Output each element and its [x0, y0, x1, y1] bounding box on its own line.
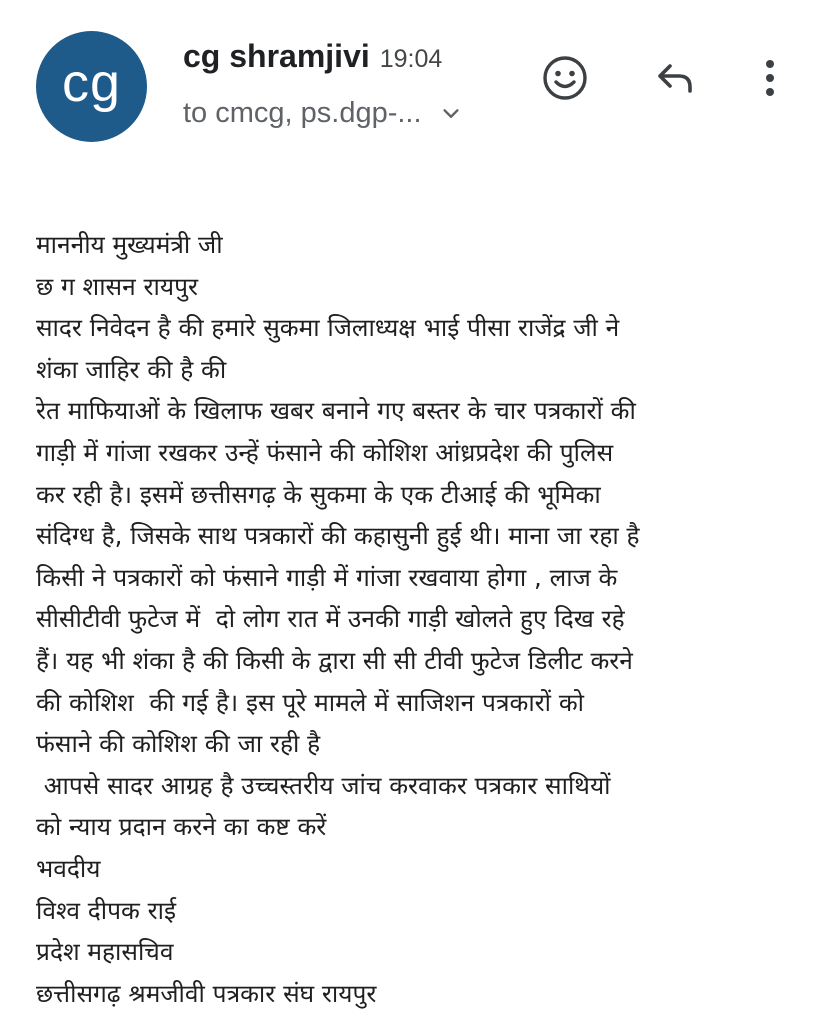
signature-title: प्रदेश महासचिव: [36, 937, 174, 967]
sender-avatar[interactable]: cg: [36, 31, 147, 142]
message-time: 19:04: [379, 45, 443, 73]
message-body: [36, 224, 796, 1014]
message-line-addressee: छ ग शासन रायपुर: [36, 271, 199, 301]
message-line: सादर निवेदन है की हमारे सुकमा जिलाध्यक्ष भाई पीसा राजेंद्र जी ने: [36, 313, 620, 343]
add-emoji-reaction-button[interactable]: [537, 50, 593, 106]
message-line: हैं। यह भी शंका है की किसी के द्वारा सी सी टीवी फुटेज डिलीट करने: [36, 645, 633, 675]
recipients-text: to cmcg, ps.dgp-...: [183, 97, 422, 129]
reply-icon: [652, 55, 698, 101]
message-line: कर रही है। इसमें छत्तीसगढ़ के सुकमा के एक टीआई की भूमिका: [36, 479, 601, 509]
sender-row: [183, 38, 442, 75]
message-line: रेत माफियाओं के खिलाफ खबर बनाने गए बस्तर के चार पत्रकारों की: [36, 396, 636, 426]
message-line: किसी ने पत्रकारों को फंसाने गाड़ी में गांजा रखवाया होगा , लाज के: [36, 562, 618, 592]
message-line: आपसे सादर आग्रह है उच्चस्तरीय जांच करवाकर पत्रकार साथियों: [36, 770, 611, 800]
chevron-down-icon[interactable]: [440, 103, 462, 125]
message-line: को न्याय प्रदान करने का कष्ट करें: [36, 812, 327, 842]
reply-button[interactable]: [647, 50, 703, 106]
message-line: गाड़ी में गांजा रखकर उन्हें फंसाने की कोशिश आंध्रप्रदेश की पुलिस: [36, 437, 614, 467]
message-line-salutation: माननीय मुख्यमंत्री जी: [36, 230, 223, 259]
signature-organization: छत्तीसगढ़ श्रमजीवी पत्रकार संघ रायपुर: [36, 978, 377, 1008]
more-options-button[interactable]: [742, 50, 798, 106]
signature-name: विश्व दीपक राई: [36, 895, 177, 925]
message-line: की कोशिश की गई है। इस पूरे मामले में साजिशन पत्रकारों को: [36, 687, 584, 717]
message-line: सीसीटीवी फुटेज में दो लोग रात में उनकी गाड़ी खोलते हुए दिख रहे: [36, 604, 625, 634]
emoji-icon: [541, 54, 589, 102]
recipients-toggle[interactable]: [183, 97, 462, 130]
message-line: संदिग्ध है, जिसके साथ पत्रकारों की कहासुनी हुई थी। माना जा रहा है: [36, 521, 640, 551]
more-vert-icon: [760, 55, 780, 101]
message-line-signoff: भवदीय: [36, 853, 101, 883]
message-line: फंसाने की कोशिश की जा रही है: [36, 729, 321, 759]
sender-name[interactable]: cg shramjivi: [183, 38, 370, 74]
message-line: शंका जाहिर की है की: [36, 354, 227, 384]
